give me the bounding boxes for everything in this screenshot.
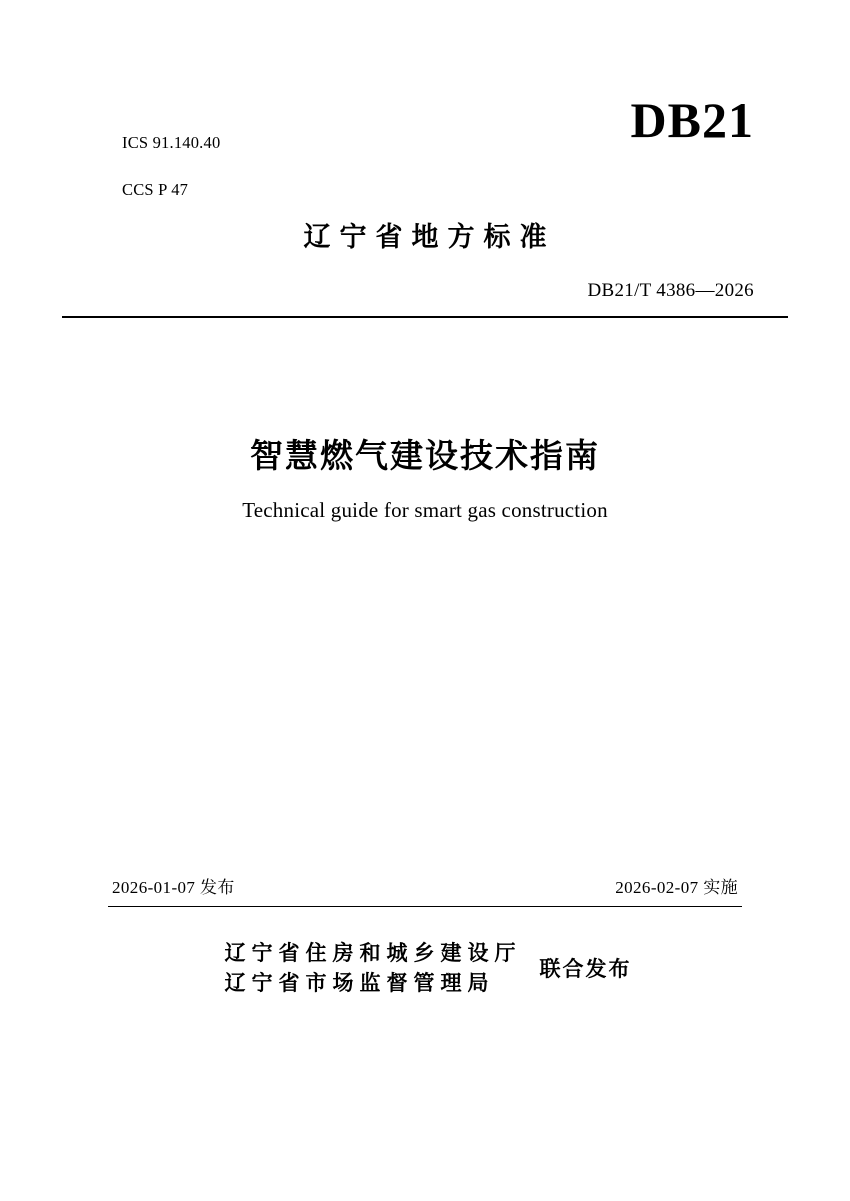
footer-divider xyxy=(108,906,742,907)
standard-organization-title: 辽宁省地方标准 xyxy=(303,222,556,253)
ccs-classification: CCS P 47 xyxy=(122,180,189,199)
publisher-row xyxy=(0,938,850,999)
publisher-line-1: 辽宁省住房和城乡建设厅 xyxy=(224,940,522,965)
publisher-line-2: 辽宁省市场监督管理局 xyxy=(224,970,495,996)
standard-series-mark: DB21 xyxy=(630,92,754,148)
document-title-english: Technical guide for smart gas construction xyxy=(242,498,608,522)
date-row xyxy=(112,873,738,898)
header-divider xyxy=(62,316,788,318)
effective-date: 2026-02-07 实施 xyxy=(615,878,738,897)
publisher-names xyxy=(219,938,522,999)
issue-date: 2026-01-07 发布 xyxy=(112,878,235,897)
joint-release-label: 联合发布 xyxy=(539,956,632,982)
standard-number: DB21/T 4386—2026 xyxy=(587,280,754,301)
ics-classification: ICS 91.140.40 xyxy=(122,133,221,152)
document-title-chinese: 智慧燃气建设技术指南 xyxy=(250,436,600,475)
